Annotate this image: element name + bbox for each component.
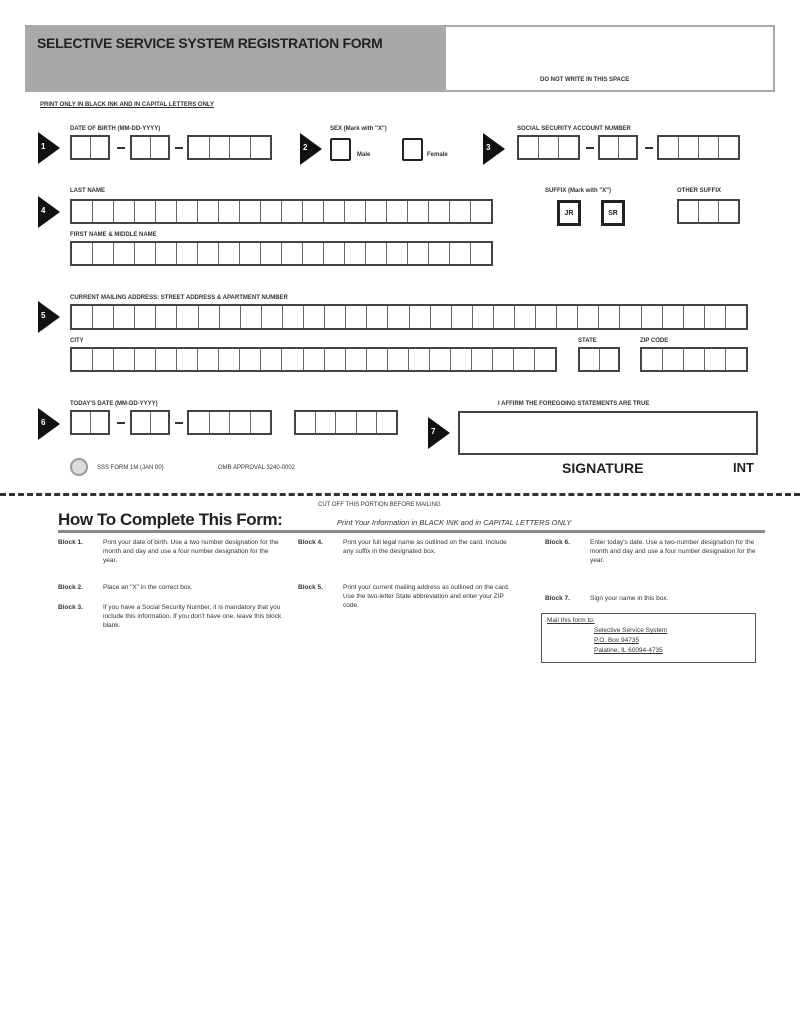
howto-subtitle: Print Your Information in BLACK INK and in CAPITAL LETTERS ONLY <box>337 518 572 527</box>
character-cell[interactable] <box>473 306 494 328</box>
character-cell[interactable] <box>429 201 450 222</box>
character-cell[interactable] <box>151 137 169 158</box>
character-cell[interactable] <box>304 349 325 370</box>
character-cell[interactable] <box>135 349 156 370</box>
ssn-part-3[interactable] <box>657 135 740 160</box>
mail-line-3: Palatine, IL 60094-4735 <box>594 647 663 654</box>
character-cell[interactable] <box>408 243 429 264</box>
dob-label: DATE OF BIRTH (MM-DD-YYYY) <box>70 126 161 132</box>
city-field[interactable] <box>70 347 557 372</box>
character-cell[interactable] <box>219 201 240 222</box>
character-cell[interactable] <box>156 243 177 264</box>
character-cell[interactable] <box>304 306 325 328</box>
character-cell[interactable] <box>230 137 251 158</box>
character-cell[interactable] <box>219 349 240 370</box>
character-cell[interactable] <box>282 201 303 222</box>
character-cell[interactable] <box>135 243 156 264</box>
character-cell[interactable] <box>261 349 282 370</box>
today-year[interactable] <box>187 410 272 435</box>
block-6-marker: 6 <box>38 408 60 440</box>
character-cell[interactable] <box>114 243 135 264</box>
block-5-text: Print your current mailing address as outlined on the card. Use the two-letter State abbreviation and enter your ZIP code. <box>343 584 510 609</box>
character-cell[interactable] <box>283 306 304 328</box>
character-cell[interactable] <box>177 243 198 264</box>
character-cell[interactable] <box>451 349 472 370</box>
male-label: Male <box>357 152 371 158</box>
character-cell[interactable] <box>198 243 219 264</box>
character-cell[interactable] <box>493 349 514 370</box>
character-cell[interactable] <box>198 201 219 222</box>
character-cell[interactable] <box>240 243 261 264</box>
last-name-field[interactable] <box>70 199 493 224</box>
character-cell[interactable] <box>93 201 114 222</box>
character-cell[interactable] <box>91 137 109 158</box>
character-cell[interactable] <box>219 243 240 264</box>
block-3-text: If you have a Social Security Number, it is mandatory that you include this information. If you don't have one, leave this block blank. <box>103 604 282 629</box>
character-cell[interactable] <box>357 412 377 433</box>
character-cell[interactable] <box>72 137 91 158</box>
block-2-marker: 2 <box>300 133 322 165</box>
dash <box>175 422 183 424</box>
print-note: PRINT ONLY IN BLACK INK AND IN CAPITAL LETTERS ONLY <box>40 102 215 108</box>
block-1-text: Print your date of birth. Use a two number designation for the month and day and use a four number designation for the year. <box>103 539 279 564</box>
address-field[interactable] <box>70 304 748 330</box>
character-cell[interactable] <box>316 412 336 433</box>
character-cell[interactable] <box>410 306 431 328</box>
character-cell[interactable] <box>336 412 356 433</box>
character-cell[interactable] <box>324 243 345 264</box>
character-cell[interactable] <box>296 412 316 433</box>
state-label: STATE <box>578 338 597 344</box>
character-cell[interactable] <box>345 201 366 222</box>
character-cell[interactable] <box>72 306 93 328</box>
character-cell[interactable] <box>557 306 578 328</box>
ssn-part-1[interactable] <box>517 135 580 160</box>
mailing-address-box <box>541 613 756 663</box>
cut-note: CUT OFF THIS PORTION BEFORE MAILING <box>318 502 441 508</box>
block-7-marker: 7 <box>428 417 450 449</box>
character-cell[interactable] <box>699 201 719 222</box>
block-7-label: Block 7. <box>545 595 570 602</box>
female-label: Female <box>427 152 448 158</box>
character-cell[interactable] <box>156 201 177 222</box>
character-cell[interactable] <box>72 412 91 433</box>
character-cell[interactable] <box>93 243 114 264</box>
character-cell[interactable] <box>177 306 198 328</box>
today-day[interactable] <box>130 410 170 435</box>
character-cell[interactable] <box>659 137 679 158</box>
character-cell[interactable] <box>580 349 600 370</box>
character-cell[interactable] <box>519 137 539 158</box>
dob-day[interactable] <box>130 135 170 160</box>
jr-checkbox[interactable]: JR <box>557 200 581 226</box>
character-cell[interactable] <box>450 243 471 264</box>
suffix-label: SUFFIX (Mark with "X") <box>545 188 612 194</box>
character-cell[interactable] <box>189 137 210 158</box>
city-label: CITY <box>70 338 84 344</box>
character-cell[interactable] <box>366 243 387 264</box>
no-write-note: DO NOT WRITE IN THIS SPACE <box>540 77 630 83</box>
character-cell[interactable] <box>387 243 408 264</box>
character-cell[interactable] <box>494 306 515 328</box>
character-cell[interactable] <box>198 349 219 370</box>
dash <box>645 147 653 149</box>
character-cell[interactable] <box>471 243 491 264</box>
block-3-label: Block 3. <box>58 604 83 611</box>
character-cell[interactable] <box>430 349 451 370</box>
dash <box>175 147 183 149</box>
block-4-marker: 4 <box>38 196 60 228</box>
character-cell[interactable] <box>282 349 303 370</box>
character-cell[interactable] <box>345 243 366 264</box>
character-cell[interactable] <box>251 412 271 433</box>
dash <box>117 147 125 149</box>
character-cell[interactable] <box>599 306 620 328</box>
character-cell[interactable] <box>114 306 135 328</box>
block-3-marker: 3 <box>483 133 505 165</box>
character-cell[interactable] <box>177 349 198 370</box>
character-cell[interactable] <box>93 349 114 370</box>
character-cell[interactable] <box>699 137 719 158</box>
character-cell[interactable] <box>240 201 261 222</box>
character-cell[interactable] <box>619 137 637 158</box>
character-cell[interactable] <box>679 137 699 158</box>
zip-field[interactable] <box>640 347 748 372</box>
character-cell[interactable] <box>559 137 578 158</box>
character-cell[interactable] <box>114 201 135 222</box>
character-cell[interactable] <box>535 349 555 370</box>
character-cell[interactable] <box>620 306 641 328</box>
character-cell[interactable] <box>684 306 705 328</box>
character-cell[interactable] <box>726 349 746 370</box>
character-cell[interactable] <box>408 201 429 222</box>
male-checkbox[interactable] <box>330 138 351 161</box>
character-cell[interactable] <box>515 306 536 328</box>
character-cell[interactable] <box>72 349 93 370</box>
address-label: CURRENT MAILING ADDRESS: STREET ADDRESS & APARTMENT NUMBER <box>70 295 288 301</box>
character-cell[interactable] <box>514 349 535 370</box>
character-cell[interactable] <box>346 306 367 328</box>
block-5-marker: 5 <box>38 301 60 333</box>
first-name-field[interactable] <box>70 241 493 266</box>
other-suffix-label: OTHER SUFFIX <box>677 188 722 194</box>
dob-year[interactable] <box>187 135 272 160</box>
character-cell[interactable] <box>409 349 430 370</box>
today-month[interactable] <box>70 410 110 435</box>
sss-seal-icon <box>70 458 88 476</box>
character-cell[interactable] <box>663 306 684 328</box>
character-cell[interactable] <box>578 306 599 328</box>
block-5-label: Block 5. <box>298 584 323 591</box>
character-cell[interactable] <box>72 243 93 264</box>
character-cell[interactable] <box>346 349 367 370</box>
character-cell[interactable] <box>135 306 156 328</box>
character-cell[interactable] <box>429 243 450 264</box>
character-cell[interactable] <box>241 306 262 328</box>
mail-heading: Mail this form to: <box>547 617 595 624</box>
character-cell[interactable] <box>450 201 471 222</box>
character-cell[interactable] <box>132 412 151 433</box>
affirm-label: I AFFIRM THE FOREGOING STATEMENTS ARE TRUE <box>498 401 650 407</box>
character-cell[interactable] <box>230 412 251 433</box>
character-cell[interactable] <box>156 306 177 328</box>
character-cell[interactable] <box>325 349 346 370</box>
zip-label: ZIP CODE <box>640 338 669 344</box>
form-title: SELECTIVE SERVICE SYSTEM REGISTRATION FORM <box>37 35 383 51</box>
last-name-label: LAST NAME <box>70 188 105 194</box>
character-cell[interactable] <box>663 349 684 370</box>
dob-month[interactable] <box>70 135 110 160</box>
divider <box>58 530 765 533</box>
character-cell[interactable] <box>303 243 324 264</box>
first-name-label: FIRST NAME & MIDDLE NAME <box>70 232 157 238</box>
ssn-part-2[interactable] <box>598 135 638 160</box>
character-cell[interactable] <box>324 201 345 222</box>
character-cell[interactable] <box>177 201 198 222</box>
character-cell[interactable] <box>388 306 409 328</box>
character-cell[interactable] <box>726 306 746 328</box>
block-1-marker: 1 <box>38 132 60 164</box>
character-cell[interactable] <box>156 349 177 370</box>
block-4-label: Block 4. <box>298 539 323 546</box>
character-cell[interactable] <box>72 201 93 222</box>
form-id: SSS FORM 1M (JAN 00) <box>97 465 164 471</box>
character-cell[interactable] <box>262 306 283 328</box>
character-cell[interactable] <box>261 201 282 222</box>
office-code-field[interactable] <box>294 410 398 435</box>
character-cell[interactable] <box>93 306 114 328</box>
character-cell[interactable] <box>114 349 135 370</box>
character-cell[interactable] <box>600 137 619 158</box>
character-cell[interactable] <box>325 306 346 328</box>
sex-label: SEX (Mark with "X") <box>330 126 387 132</box>
character-cell[interactable] <box>705 349 726 370</box>
howto-title: How To Complete This Form: <box>58 510 283 529</box>
todays-date-label: TODAY'S DATE (MM-DD-YYYY) <box>70 401 158 407</box>
block-2-text: Place an "X" in the correct box. <box>103 584 193 591</box>
block-1-label: Block 1. <box>58 539 83 546</box>
mail-line-1: Selective Service System <box>594 627 668 634</box>
signature-box[interactable] <box>458 411 758 455</box>
character-cell[interactable] <box>452 306 473 328</box>
state-field[interactable] <box>578 347 620 372</box>
other-suffix-field[interactable] <box>677 199 740 224</box>
block-2-label: Block 2. <box>58 584 83 591</box>
character-cell[interactable] <box>431 306 452 328</box>
block-6-text: Enter today's date. Use a two-number designation for the month and day and use a four number designation for the year. <box>590 539 756 564</box>
female-checkbox[interactable] <box>402 138 423 161</box>
character-cell[interactable] <box>719 201 738 222</box>
character-cell[interactable] <box>210 412 231 433</box>
character-cell[interactable] <box>536 306 557 328</box>
character-cell[interactable] <box>600 349 619 370</box>
character-cell[interactable] <box>132 137 151 158</box>
character-cell[interactable] <box>91 412 109 433</box>
character-cell[interactable] <box>471 201 491 222</box>
character-cell[interactable] <box>642 349 663 370</box>
character-cell[interactable] <box>240 349 261 370</box>
character-cell[interactable] <box>282 243 303 264</box>
ssn-label: SOCIAL SECURITY ACCOUNT NUMBER <box>517 126 631 132</box>
character-cell[interactable] <box>151 412 169 433</box>
character-cell[interactable] <box>189 412 210 433</box>
block-4-text: Print your full legal name as outlined on the card. Include any suffix in the designated box. <box>343 539 507 555</box>
int-caption: INT <box>733 460 754 475</box>
character-cell[interactable] <box>719 137 738 158</box>
block-6-label: Block 6. <box>545 539 570 546</box>
character-cell[interactable] <box>135 201 156 222</box>
character-cell[interactable] <box>679 201 699 222</box>
block-7-text: Sign your name in this box. <box>590 595 669 602</box>
dash <box>117 422 125 424</box>
character-cell[interactable] <box>199 306 220 328</box>
character-cell[interactable] <box>210 137 231 158</box>
character-cell[interactable] <box>366 201 387 222</box>
character-cell[interactable] <box>539 137 559 158</box>
omb-approval: OMB APPROVAL 3240-0002 <box>218 465 296 471</box>
character-cell[interactable] <box>367 306 388 328</box>
character-cell[interactable] <box>303 201 324 222</box>
dash <box>586 147 594 149</box>
character-cell[interactable] <box>705 306 726 328</box>
cut-line <box>0 493 800 496</box>
character-cell[interactable] <box>377 412 396 433</box>
character-cell[interactable] <box>642 306 663 328</box>
character-cell[interactable] <box>387 201 408 222</box>
character-cell[interactable] <box>251 137 271 158</box>
character-cell[interactable] <box>367 349 388 370</box>
character-cell[interactable] <box>261 243 282 264</box>
character-cell[interactable] <box>472 349 493 370</box>
signature-caption: SIGNATURE <box>562 460 644 476</box>
character-cell[interactable] <box>220 306 241 328</box>
mail-line-2: P.O. Box 94735 <box>594 637 640 644</box>
sr-checkbox[interactable]: SR <box>601 200 625 226</box>
character-cell[interactable] <box>388 349 409 370</box>
character-cell[interactable] <box>684 349 705 370</box>
